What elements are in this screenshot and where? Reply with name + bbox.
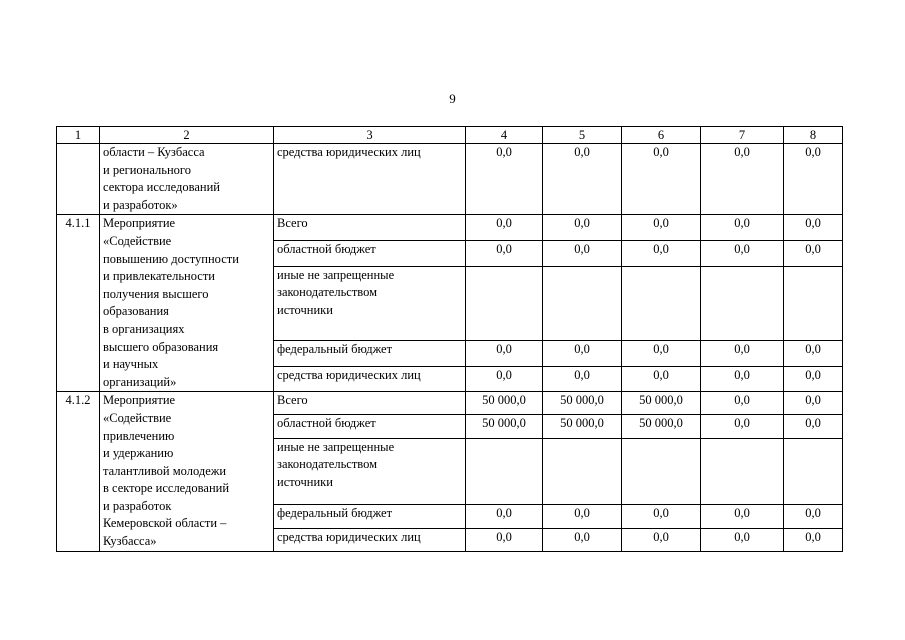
funding-source-cell: Всего	[274, 392, 466, 415]
value-cell: 0,0	[622, 215, 701, 241]
funding-source-cell: средства юридических лиц	[274, 366, 466, 392]
header-cell-1: 1	[57, 127, 100, 144]
value-cell: 0,0	[701, 505, 784, 528]
description-line: в секторе исследований	[103, 481, 230, 496]
value-cell	[784, 266, 843, 340]
value-cell: 0,0	[701, 215, 784, 241]
header-cell-6: 6	[622, 127, 701, 144]
value-cell: 0,0	[543, 215, 622, 241]
description-line: «Содействие	[103, 410, 172, 425]
header-cell-5: 5	[543, 127, 622, 144]
description-line: сектора исследований	[103, 180, 220, 195]
header-cell-8: 8	[784, 127, 843, 144]
value-cell: 0,0	[784, 340, 843, 366]
table-row	[57, 144, 843, 215]
value-cell: 0,0	[784, 392, 843, 415]
value-cell: 50 000,0	[622, 392, 701, 415]
value-cell: 0,0	[466, 505, 543, 528]
description-line: Кемеровской области –	[103, 516, 227, 531]
description-line: и научных	[103, 357, 159, 372]
funding-source-cell	[274, 438, 466, 505]
value-cell: 0,0	[784, 415, 843, 438]
value-cell: 0,0	[784, 144, 843, 215]
description-line: и регионального	[103, 162, 191, 177]
value-cell: 0,0	[622, 366, 701, 392]
value-cell: 0,0	[784, 505, 843, 528]
source-line: иные не запрещенные	[277, 439, 395, 454]
value-cell: 0,0	[784, 215, 843, 241]
value-cell: 0,0	[701, 415, 784, 438]
header-cell-3: 3	[274, 127, 466, 144]
source-line: источники	[277, 302, 333, 317]
value-cell	[701, 438, 784, 505]
description-line: привлечению	[103, 428, 175, 443]
value-cell: 50 000,0	[466, 392, 543, 415]
value-cell	[466, 266, 543, 340]
row-code-cell	[57, 144, 100, 215]
value-cell: 0,0	[701, 340, 784, 366]
budget-table	[56, 126, 843, 552]
description-line: в организациях	[103, 321, 185, 336]
value-cell: 0,0	[466, 366, 543, 392]
value-cell: 0,0	[466, 144, 543, 215]
value-cell: 50 000,0	[622, 415, 701, 438]
row-code-cell: 4.1.1	[57, 215, 100, 392]
value-cell: 0,0	[784, 366, 843, 392]
value-cell: 0,0	[543, 528, 622, 551]
funding-source-cell	[274, 266, 466, 340]
funding-source-cell: федеральный бюджет	[274, 340, 466, 366]
value-cell: 0,0	[701, 366, 784, 392]
description-line: «Содействие	[103, 233, 172, 248]
funding-source-cell: Всего	[274, 215, 466, 241]
description-line: образования	[103, 304, 169, 319]
source-line: иные не запрещенные	[277, 267, 395, 282]
value-cell: 0,0	[543, 241, 622, 267]
value-cell: 0,0	[701, 528, 784, 551]
value-cell: 50 000,0	[543, 415, 622, 438]
description-line: талантливой молодежи	[103, 463, 227, 478]
header-cell-2: 2	[100, 127, 274, 144]
source-line: законодательством	[277, 457, 378, 472]
table-header-row	[57, 127, 843, 144]
value-cell: 0,0	[543, 340, 622, 366]
header-cell-7: 7	[701, 127, 784, 144]
funding-source-cell: областной бюджет	[274, 415, 466, 438]
measure-description-cell	[100, 215, 274, 392]
value-cell: 0,0	[622, 241, 701, 267]
value-cell: 0,0	[622, 340, 701, 366]
page-number: 9	[449, 91, 456, 106]
funding-source-cell: областной бюджет	[274, 241, 466, 267]
description-line: организаций»	[103, 374, 177, 389]
description-line: и привлекательности	[103, 269, 215, 284]
value-cell: 0,0	[784, 241, 843, 267]
value-cell: 0,0	[543, 144, 622, 215]
value-cell: 0,0	[701, 241, 784, 267]
source-line: источники	[277, 474, 333, 489]
value-cell	[622, 266, 701, 340]
value-cell	[701, 266, 784, 340]
value-cell: 0,0	[466, 241, 543, 267]
description-line: Кузбасса»	[103, 534, 157, 549]
value-cell: 0,0	[466, 528, 543, 551]
value-cell	[784, 438, 843, 505]
funding-source-cell: федеральный бюджет	[274, 505, 466, 528]
description-line: повышению доступности	[103, 251, 239, 266]
value-cell: 50 000,0	[466, 415, 543, 438]
table-row	[57, 215, 843, 241]
source-line: законодательством	[277, 285, 378, 300]
value-cell	[622, 438, 701, 505]
funding-source-cell: средства юридических лиц	[274, 528, 466, 551]
value-cell: 0,0	[466, 340, 543, 366]
value-cell	[543, 438, 622, 505]
table-row	[57, 392, 843, 415]
value-cell: 0,0	[701, 144, 784, 215]
value-cell: 0,0	[466, 215, 543, 241]
value-cell	[543, 266, 622, 340]
value-cell: 0,0	[543, 505, 622, 528]
header-cell-4: 4	[466, 127, 543, 144]
description-line: высшего образования	[103, 339, 219, 354]
row-code-cell: 4.1.2	[57, 392, 100, 551]
description-line: и удержанию	[103, 446, 174, 461]
description-line: получения высшего	[103, 286, 209, 301]
value-cell: 0,0	[622, 528, 701, 551]
value-cell: 0,0	[543, 366, 622, 392]
description-line: и разработок	[103, 498, 172, 513]
value-cell	[466, 438, 543, 505]
funding-source-cell: средства юридических лиц	[274, 144, 466, 215]
description-line: области – Кузбасса	[103, 145, 205, 159]
description-line: Мероприятие	[103, 393, 176, 408]
description-line: и разработок»	[103, 197, 178, 212]
value-cell: 0,0	[784, 528, 843, 551]
value-cell: 0,0	[622, 505, 701, 528]
measure-description-cell	[100, 392, 274, 551]
measure-description-cell	[100, 144, 274, 215]
value-cell: 0,0	[622, 144, 701, 215]
description-line: Мероприятие	[103, 216, 176, 231]
value-cell: 50 000,0	[543, 392, 622, 415]
value-cell: 0,0	[701, 392, 784, 415]
